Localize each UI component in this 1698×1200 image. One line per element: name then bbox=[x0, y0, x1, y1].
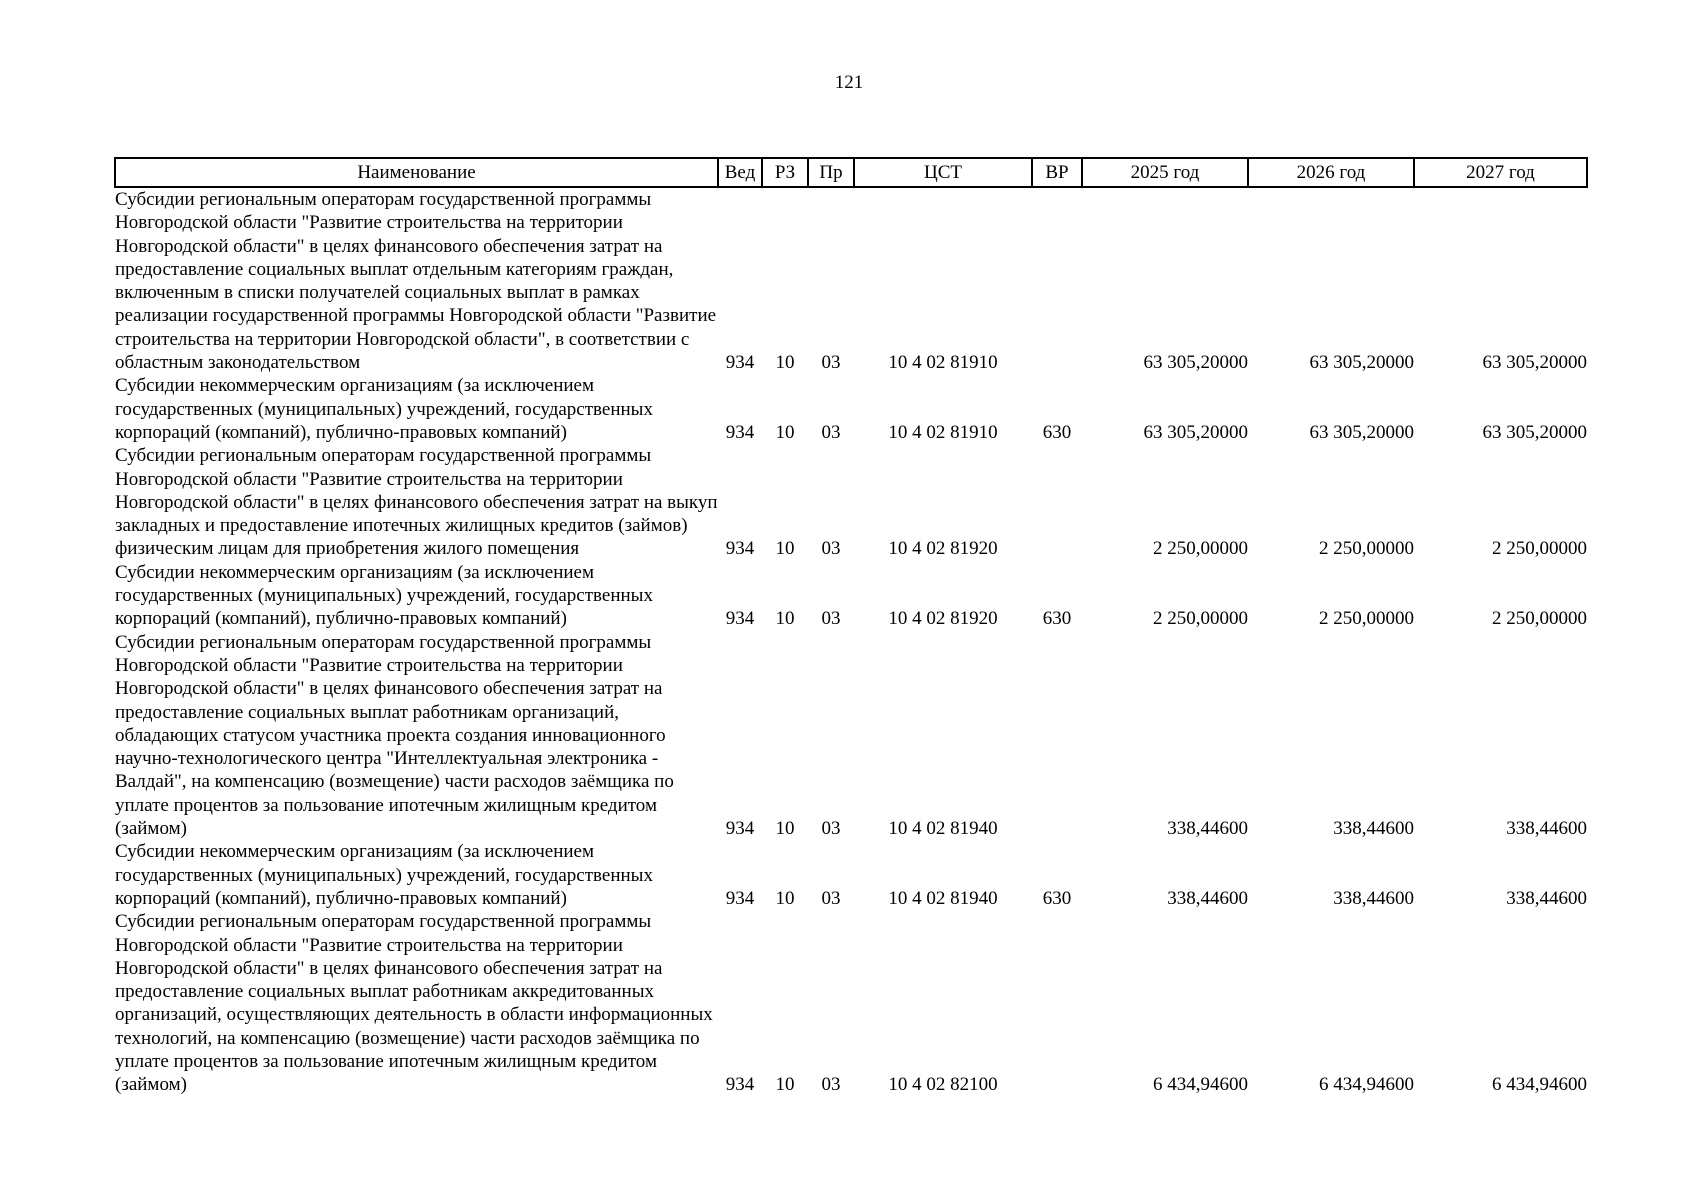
row-name: Субсидии региональным операторам государственной программы Новгородской области "Развитие строительства на территории Новгородской области" в целях финансового обеспечения затрат на предоставление социальных выплат отдельным категориям граждан, включенным в списки получателей социальных выплат в рамках реализации государственной программы Новгородской области "Развитие строительства на территории Новгородской области", в соответствии с областным законодательством bbox=[115, 189, 717, 374]
header-vr: ВР bbox=[1032, 158, 1082, 187]
row-rz: 10 bbox=[775, 538, 795, 560]
row-ved: 934 bbox=[725, 352, 755, 374]
header-2026: 2026 год bbox=[1248, 158, 1414, 187]
header-pr: Пр bbox=[808, 158, 854, 187]
row-2027: 2 250,00000 bbox=[1492, 608, 1587, 630]
row-ved: 934 bbox=[725, 1074, 755, 1096]
row-vr bbox=[1032, 187, 1082, 374]
row-vr bbox=[1032, 444, 1082, 560]
row-pr: 03 bbox=[821, 1074, 841, 1096]
row-ved: 934 bbox=[725, 538, 755, 560]
header-ved: Вед bbox=[718, 158, 762, 187]
table-row bbox=[115, 910, 1587, 1096]
row-cst: 10 4 02 82100 bbox=[888, 1074, 998, 1096]
row-rz: 10 bbox=[775, 818, 795, 840]
row-pr: 03 bbox=[821, 818, 841, 840]
header-name: Наименование bbox=[115, 158, 718, 187]
row-2026: 63 305,20000 bbox=[1309, 352, 1414, 374]
row-2026: 2 250,00000 bbox=[1319, 538, 1414, 560]
row-pr: 03 bbox=[821, 538, 841, 560]
row-pr: 03 bbox=[821, 887, 841, 909]
row-pr: 03 bbox=[821, 421, 841, 443]
row-ved: 934 bbox=[725, 421, 755, 443]
row-2027: 338,44600 bbox=[1506, 887, 1587, 909]
row-cst: 10 4 02 81920 bbox=[888, 538, 998, 560]
row-2025: 338,44600 bbox=[1167, 818, 1248, 840]
row-2026: 338,44600 bbox=[1333, 887, 1414, 909]
row-2026: 6 434,94600 bbox=[1319, 1074, 1414, 1096]
row-2027: 338,44600 bbox=[1506, 818, 1587, 840]
row-name: Субсидии региональным операторам государственной программы Новгородской области "Развитие строительства на территории Новгородской области" в целях финансового обеспечения затрат на предоставление социальных выплат работникам организаций, обладающих статусом участника проекта создания инновационного научно-технологического центра "Интеллектуальная электроника - Валдай", на компенсацию (возмещение) части расходов заёмщика по уплате процентов за пользование ипотечным жилищным кредитом (займом) bbox=[115, 631, 674, 840]
row-ved: 934 bbox=[725, 608, 755, 630]
row-2025: 63 305,20000 bbox=[1143, 421, 1248, 443]
table-row bbox=[115, 631, 1587, 841]
row-2026: 338,44600 bbox=[1333, 818, 1414, 840]
budget-table bbox=[114, 157, 1588, 1097]
row-cst: 10 4 02 81940 bbox=[888, 887, 998, 909]
row-2027: 2 250,00000 bbox=[1492, 538, 1587, 560]
row-name: Субсидии региональным операторам государственной программы Новгородской области "Развитие строительства на территории Новгородской области" в целях финансового обеспечения затрат на выкуп закладных и предоставление ипотечных жилищных кредитов (займов) физическим лицам для приобретения жилого помещения bbox=[115, 445, 718, 560]
row-vr: 630 bbox=[1042, 608, 1072, 630]
table-row bbox=[115, 840, 1587, 910]
row-2025: 63 305,20000 bbox=[1143, 352, 1248, 374]
row-2026: 2 250,00000 bbox=[1319, 608, 1414, 630]
row-cst: 10 4 02 81920 bbox=[888, 608, 998, 630]
table-row bbox=[115, 561, 1587, 631]
header-rz: РЗ bbox=[762, 158, 808, 187]
row-rz: 10 bbox=[775, 352, 795, 374]
row-2025: 338,44600 bbox=[1167, 887, 1248, 909]
row-2025: 2 250,00000 bbox=[1153, 608, 1248, 630]
row-vr bbox=[1032, 910, 1082, 1096]
row-2027: 63 305,20000 bbox=[1482, 421, 1587, 443]
row-name: Субсидии некоммерческим организациям (за исключением государственных (муниципальных) учреждений, государственных корпораций (компаний), публично-правовых компаний) bbox=[115, 841, 653, 909]
row-rz: 10 bbox=[775, 1074, 795, 1096]
row-cst: 10 4 02 81910 bbox=[888, 421, 998, 443]
row-vr: 630 bbox=[1042, 887, 1072, 909]
row-vr: 630 bbox=[1042, 421, 1072, 443]
page-number: 121 bbox=[834, 72, 864, 93]
row-rz: 10 bbox=[775, 608, 795, 630]
row-pr: 03 bbox=[821, 352, 841, 374]
row-cst: 10 4 02 81940 bbox=[888, 818, 998, 840]
row-name: Субсидии некоммерческим организациям (за исключением государственных (муниципальных) учреждений, государственных корпораций (компаний), публично-правовых компаний) bbox=[115, 375, 653, 443]
row-ved: 934 bbox=[725, 887, 755, 909]
table-row bbox=[115, 187, 1587, 374]
row-vr bbox=[1032, 631, 1082, 841]
row-2027: 6 434,94600 bbox=[1492, 1074, 1587, 1096]
row-2025: 6 434,94600 bbox=[1153, 1074, 1248, 1096]
row-2025: 2 250,00000 bbox=[1153, 538, 1248, 560]
header-cst: ЦСТ bbox=[854, 158, 1032, 187]
table-body bbox=[115, 187, 1587, 1097]
table-row bbox=[115, 374, 1587, 444]
row-pr: 03 bbox=[821, 608, 841, 630]
row-2027: 63 305,20000 bbox=[1482, 352, 1587, 374]
header-2025: 2025 год bbox=[1082, 158, 1248, 187]
row-cst: 10 4 02 81910 bbox=[888, 352, 998, 374]
row-rz: 10 bbox=[775, 421, 795, 443]
row-ved: 934 bbox=[725, 818, 755, 840]
row-rz: 10 bbox=[775, 887, 795, 909]
table-header bbox=[115, 158, 1587, 187]
table-row bbox=[115, 444, 1587, 560]
row-2026: 63 305,20000 bbox=[1309, 421, 1414, 443]
row-name: Субсидии региональным операторам государственной программы Новгородской области "Развитие строительства на территории Новгородской области" в целях финансового обеспечения затрат на предоставление социальных выплат работникам аккредитованных организаций, осуществляющих деятельность в области информационных технологий, на компенсацию (возмещение) части расходов заёмщика по уплате процентов за пользование ипотечным жилищным кредитом (займом) bbox=[115, 911, 713, 1096]
header-2027: 2027 год bbox=[1414, 158, 1587, 187]
row-name: Субсидии некоммерческим организациям (за исключением государственных (муниципальных) учреждений, государственных корпораций (компаний), публично-правовых компаний) bbox=[115, 561, 653, 630]
